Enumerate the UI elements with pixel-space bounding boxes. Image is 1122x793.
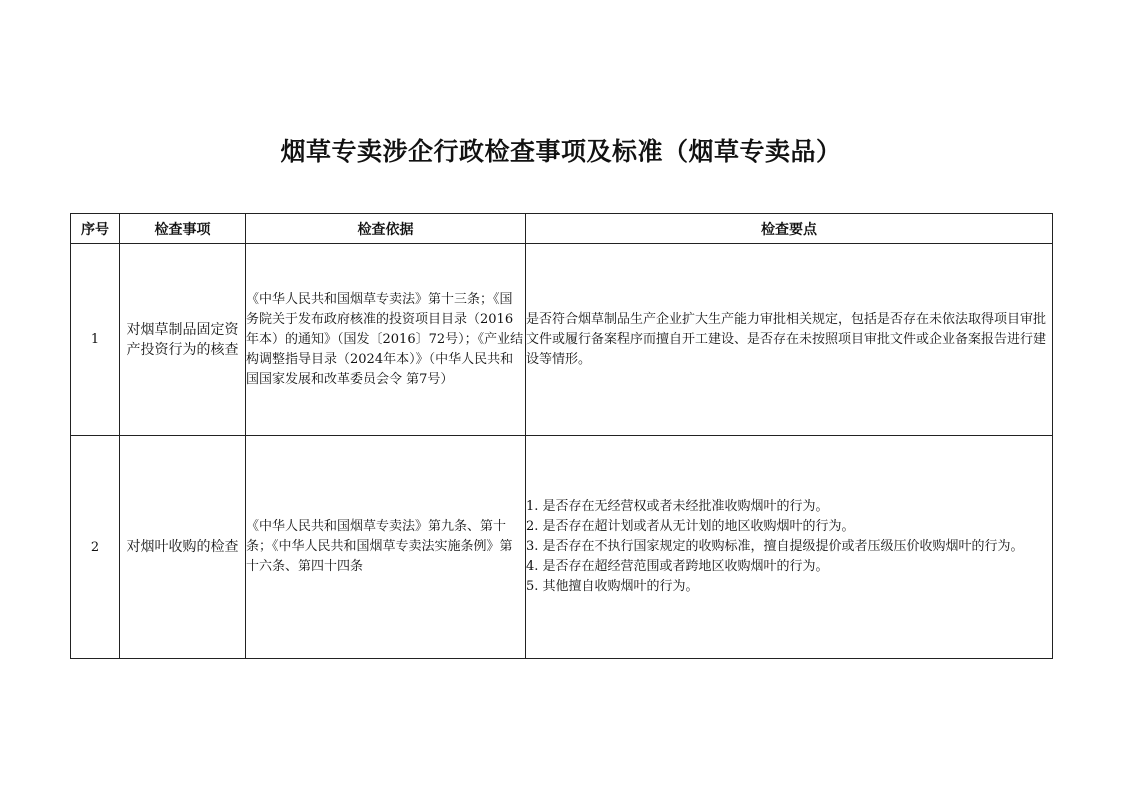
row-item: 对烟草制品固定资产投资行为的核查	[120, 244, 246, 436]
point-line: 2. 是否存在超计划或者从无计划的地区收购烟叶的行为。	[526, 519, 855, 534]
row-seq: 2	[71, 436, 120, 659]
row-seq: 1	[71, 244, 120, 436]
row-basis: 《中华人民共和国烟草专卖法》第九条、第十条；《中华人民共和国烟草专卖法实施条例》第十六条、第四十四条	[246, 436, 526, 659]
point-line: 3. 是否存在不执行国家规定的收购标准，擅自提级提价或者压级压价收购烟叶的行为。	[526, 539, 1024, 554]
row-points	[526, 436, 1053, 659]
row-basis: 《中华人民共和国烟草专卖法》第十三条；《国务院关于发布政府核准的投资项目目录（2016年本）的通知》（国发〔2016〕72号）；《产业结构调整指导目录（2024年本）》（中华人民共和国国家发展和改革委员会令 第7号）	[246, 244, 526, 436]
table-row	[71, 436, 1053, 659]
row-points	[526, 244, 1053, 436]
inspection-table	[70, 213, 1053, 659]
header-seq: 序号	[71, 214, 120, 244]
header-points: 检查要点	[526, 214, 1053, 244]
header-basis: 检查依据	[246, 214, 526, 244]
point-line: 是否符合烟草制品生产企业扩大生产能力审批相关规定，包括是否存在未依法取得项目审批文件或履行备案程序而擅自开工建设、是否存在未按照项目审批文件或企业备案报告进行建设等情形。	[526, 311, 1047, 367]
header-item: 检查事项	[120, 214, 246, 244]
point-line: 4. 是否存在超经营范围或者跨地区收购烟叶的行为。	[526, 559, 829, 574]
table-row	[71, 244, 1053, 436]
row-item: 对烟叶收购的检查	[120, 436, 246, 659]
point-line: 5. 其他擅自收购烟叶的行为。	[526, 579, 699, 594]
page-title: 烟草专卖涉企行政检查事项及标准（烟草专卖品）	[280, 137, 842, 166]
table-header-row	[71, 214, 1053, 244]
point-line: 1. 是否存在无经营权或者未经批准收购烟叶的行为。	[526, 499, 829, 514]
